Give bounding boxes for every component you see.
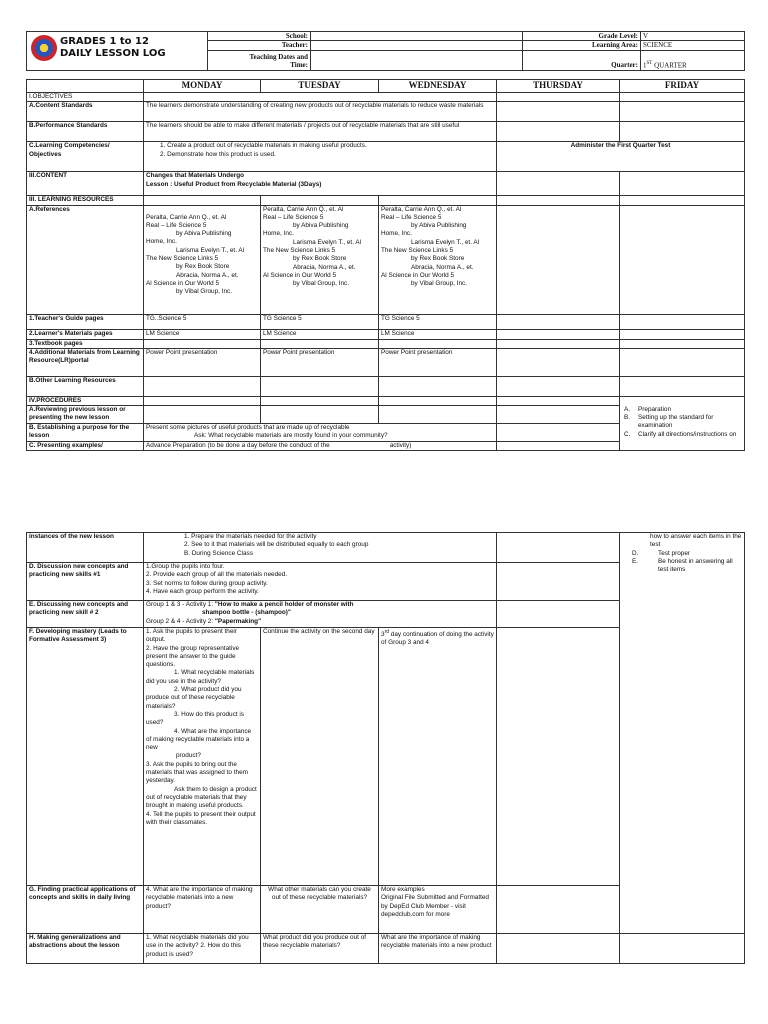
additional-monday: Power Point presentation: [144, 348, 261, 376]
proc-a-label: A.Reviewing previous lesson or presenting the new lesson: [27, 406, 144, 424]
proc-b-label: B. Establishing a purpose for the lesson: [27, 424, 144, 442]
proc-c-text: Advance Preparation (to be done a day before the conduct of the activity): [144, 442, 497, 451]
ref-thu: [497, 205, 620, 314]
objectives-thu: [497, 93, 620, 102]
proc-f-monday: 1. Ask the pupils to present their output. 2. Have the group representative present the answer to the guide questions. 1. What recyclable materials did you use in the activity? 2. What product did you produce out of these recyclable materials? 3. How do this product is used? 4. What are the importance of making recyclable materials into a new product? 3. Ask the pupils to bring out the materials that was assigned to them yesterday. Ask them to design a product out of recyclable materials that they brought in making useful products. 4. Tell the pupils to present their output with their classmates.: [144, 628, 261, 886]
perf-std-text: The learners should be able to make different materials / projects out of recyclable materials that are still useful: [144, 122, 497, 142]
cs-fri: [620, 102, 745, 122]
friday-procedures-cont: how to answer each items in the test D. Test proper E. Be honest in answering all test items: [620, 533, 745, 934]
cs-thu: [497, 102, 620, 122]
dates-field[interactable]: [311, 50, 523, 70]
pr-thu: [497, 396, 620, 405]
pa-mon: [144, 406, 261, 424]
or-tue: [261, 376, 379, 396]
content-text: Changes that Materials Undergo Lesson : Useful Product from Recyclable Material (3Days): [144, 172, 497, 196]
or-wed: [379, 376, 497, 396]
proc-f-label: F. Developing mastery (Leads to Formative Assessment 3): [27, 628, 144, 886]
lesson-table-page1: [26, 79, 745, 451]
references-tuesday: Peralta, Carrie Ann Q., et. Al Real – Life Science 5 by Abiva Publishing Home, Inc. Larisma Evelyn T., et. Al The New Science Links 5 by Rex Book Store Abracia, Norma A., et. Al Science in Our World 5 by Vibal Group, Inc.: [261, 205, 379, 314]
p2e-thu: [497, 601, 620, 628]
p2h-thu: [497, 934, 620, 964]
pc-thu: [497, 442, 620, 451]
lr-thu: [497, 196, 620, 205]
lr-label: III. LEARNING RESOURCES: [27, 196, 144, 205]
or-thu: [497, 376, 620, 396]
objectives-empty: [144, 93, 497, 102]
p2g-thu: [497, 886, 620, 934]
proc-g-wednesday: More examples Original File Submitted and Formatted by DepEd Club Member - visit depedclub.com for more: [379, 886, 497, 934]
pa-wed: [379, 406, 497, 424]
lr-mon: [144, 196, 261, 205]
proc-f-tuesday: Continue the activity on the second day: [261, 628, 379, 886]
proc-h-tuesday: What product did you produce out of these recyclable materials?: [261, 934, 379, 964]
title-line-2: DAILY LESSON LOG: [60, 48, 166, 59]
references-wednesday: Peralta, Carrie Ann Q., et. Al Real – Life Science 5 by Abiva Publishing Home, Inc. Larisma Evelyn T., et. Al The New Science Links 5 by Rex Book Store Abracia, Norma A., et. Al Science in Our World 5 by Vibal Group, Inc.: [379, 205, 497, 314]
quarter-label: Quarter:: [523, 50, 641, 70]
proc-h-label: H. Making generalizations and abstractions about the lesson: [27, 934, 144, 964]
tg-fri: [620, 314, 745, 329]
additional-wednesday: Power Point presentation: [379, 348, 497, 376]
tg-tuesday: TG Science 5: [261, 314, 379, 329]
proc-c-label: C. Presenting examples/: [27, 442, 144, 451]
references-monday: Peralta, Carrie Ann Q., et. Al Real – Life Science 5 by Abiva Publishing Home, Inc. Larisma Evelyn T., et. Al The New Science Links 5 by Rex Book Store Abracia, Norma A., et. Al Science in Our World 5 by Vibal Group, Inc.: [144, 205, 261, 314]
content-std-label: A.Content Standards: [27, 102, 144, 122]
ref-fri: [620, 205, 745, 314]
pa-tue: [261, 406, 379, 424]
content-label: III.CONTENT: [27, 172, 144, 196]
day-monday: MONDAY: [144, 80, 261, 93]
proc-c-steps: 1. Prepare the materials needed for the activity 2. See to it that materials will be distributed equally to each group B. During Science Class: [144, 533, 497, 563]
lesson-table-page2: [26, 532, 745, 964]
additional-materials-label: 4.Additional Materials from Learning Resource(LR)portal: [27, 348, 144, 376]
dates-label: Teaching Dates and Time:: [208, 50, 311, 70]
perf-std-label: B.Performance Standards: [27, 122, 144, 142]
am-fri: [620, 348, 745, 376]
lr-tue: [261, 196, 379, 205]
competencies-label: C.Learning Competencies/ Objectives: [27, 142, 144, 172]
area-value[interactable]: SCIENCE: [641, 41, 745, 50]
lm-fri: [620, 329, 745, 339]
or-mon: [144, 376, 261, 396]
proc-g-tuesday: What other materials can you create out of these recyclable materials?: [261, 886, 379, 934]
day-thursday: THURSDAY: [497, 80, 620, 93]
day-wednesday: WEDNESDAY: [379, 80, 497, 93]
textbook-label: 3.Textbook pages: [27, 339, 144, 348]
quarter-value[interactable]: 1ST QUARTER: [641, 50, 745, 70]
c-fri: [620, 172, 745, 196]
lm-label: 2.Learner's Materials pages: [27, 329, 144, 339]
p2d-thu: [497, 563, 620, 601]
pb-thu: [497, 424, 620, 442]
teacher-field[interactable]: [311, 41, 523, 50]
competencies-text: 1. Create a product out of recyclable materials in making useful products. 2. Demonstrate how this product is used.: [144, 142, 497, 172]
day-tuesday: TUESDAY: [261, 80, 379, 93]
lm-tuesday: LM Science: [261, 329, 379, 339]
proc-c-label-cont: instances of the new lesson: [27, 533, 144, 563]
lr-fri: [620, 196, 745, 205]
tg-wednesday: TG Science 5: [379, 314, 497, 329]
c-thu: [497, 172, 620, 196]
title-line-1: GRADES 1 to 12: [60, 36, 149, 47]
lm-wednesday: LM Science: [379, 329, 497, 339]
ps-thu: [497, 122, 620, 142]
tg-thu: [497, 314, 620, 329]
am-thu: [497, 348, 620, 376]
proc-g-monday: 4. What are the importance of making recyclable materials into a new product?: [144, 886, 261, 934]
tg-monday: TG..Science 5: [144, 314, 261, 329]
pr-mon: [144, 396, 261, 405]
content-std-text: The learners demonstrate understanding of creating new products out of recyclable materials to reduce waste materials: [144, 102, 497, 122]
pr-wed: [379, 396, 497, 405]
references-label: A.References: [27, 205, 144, 314]
objectives-fri: [620, 93, 745, 102]
proc-d-steps: 1.Group the pupils into four. 2. Provide each group of all the materials needed. 3. Set norms to follow during group activity. 4. Have each group perform the activity.: [144, 563, 497, 601]
lm-monday: LM Science: [144, 329, 261, 339]
teacher-label: Teacher:: [208, 41, 311, 50]
corner-cell: [27, 80, 144, 93]
pa-thu: [497, 406, 620, 424]
lm-thu: [497, 329, 620, 339]
lr-wed: [379, 196, 497, 205]
school-label: School:: [208, 32, 311, 41]
first-quarter-test: Administer the First Quarter Test: [497, 142, 745, 172]
proc-g-label: G. Finding practical applications of concepts and skills in daily living: [27, 886, 144, 934]
proc-h-monday: 1. What recyclable materials did you use in the activity? 2. How do this product is used?: [144, 934, 261, 964]
tb-thu: [497, 339, 620, 348]
school-field[interactable]: [311, 32, 523, 41]
tb-wed: [379, 339, 497, 348]
area-label: Learning Area:: [523, 41, 641, 50]
additional-tuesday: Power Point presentation: [261, 348, 379, 376]
tb-fri: [620, 339, 745, 348]
pr-tue: [261, 396, 379, 405]
tb-tue: [261, 339, 379, 348]
other-resources-label: B.Other Learning Resources: [27, 376, 144, 396]
proc-b-text: Present some pictures of useful products that are made up of recyclable Ask: What recyclable materials are mostly found in your community?: [144, 424, 497, 442]
ps-fri: [620, 122, 745, 142]
friday-procedures: A. Preparation B. Setting up the standard for examination C. Clarify all directions/instructions on: [620, 396, 745, 451]
p2c-thu: [497, 533, 620, 563]
header-table: [207, 31, 745, 71]
or-fri: [620, 376, 745, 396]
p2h-fri: [620, 934, 745, 964]
grade-value[interactable]: V: [641, 32, 745, 41]
proc-d-label: D. Discussion new concepts and practicing new skills #1: [27, 563, 144, 601]
proc-f-wednesday: 3rd day continuation of doing the activity of Group 3 and 4: [379, 628, 497, 886]
grade-label: Grade Level:: [523, 32, 641, 41]
p2f-thu: [497, 628, 620, 886]
tb-mon: [144, 339, 261, 348]
proc-e-label: E. Discussing new concepts and practicing new skill # 2: [27, 601, 144, 628]
proc-h-wednesday: What are the importance of making recyclable materials into a new product: [379, 934, 497, 964]
day-friday: FRIDAY: [620, 80, 745, 93]
objectives-label: I.OBJECTIVES: [27, 93, 144, 102]
procedures-label: IV.PROCEDURES: [27, 396, 144, 405]
proc-e-text: Group 1 & 3 - Activity 1: "How to make a pencil holder of monster with shampoo bottle - (shampoo)" Group 2 & 4 - Activity 2: "Papermaking": [144, 601, 497, 628]
tg-label: 1.Teacher's Guide pages: [27, 314, 144, 329]
